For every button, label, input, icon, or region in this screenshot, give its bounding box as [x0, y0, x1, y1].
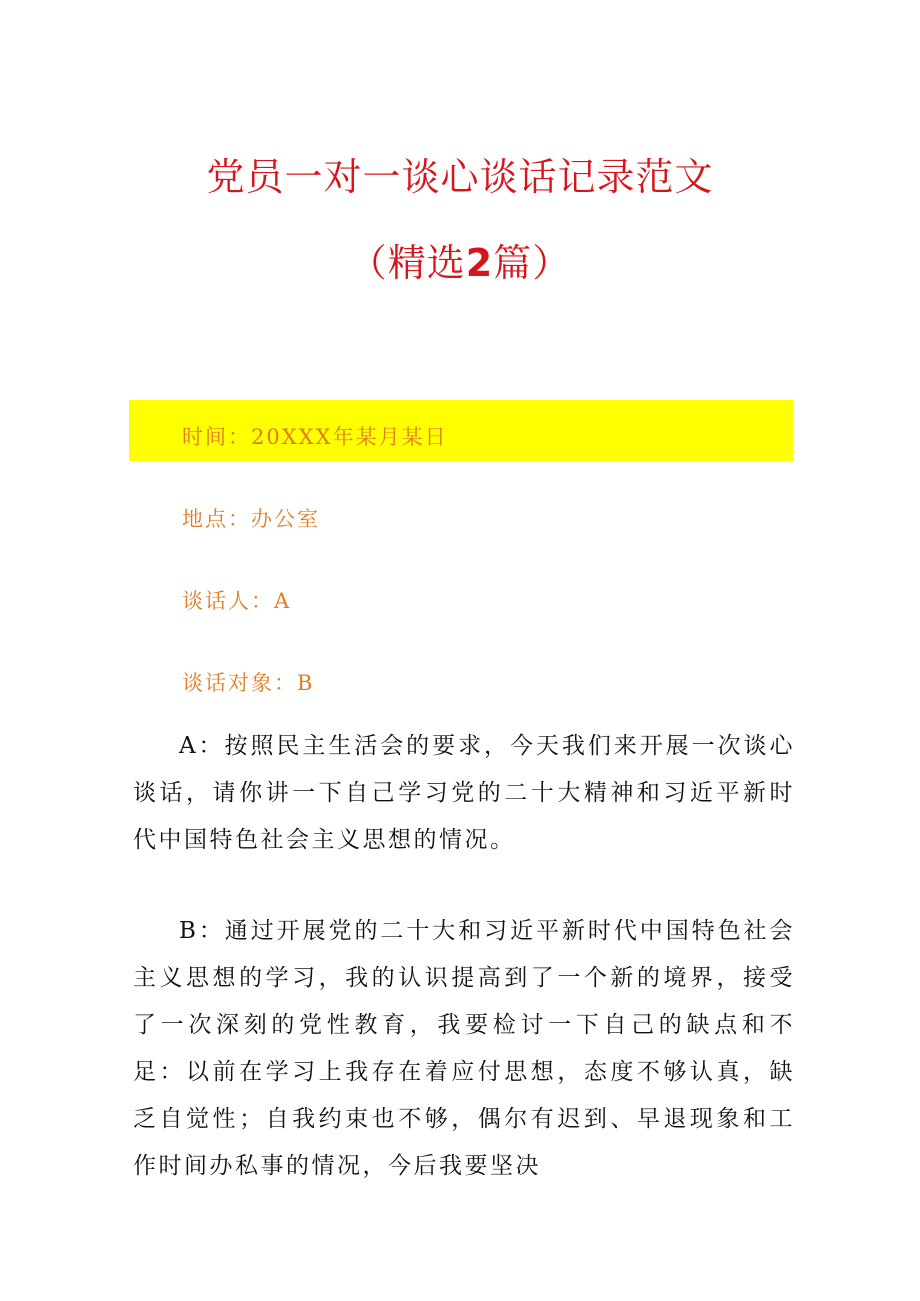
- meta-target: 谈话对象：B: [182, 671, 315, 695]
- meta-time: 时间：20XXX年某月某日: [182, 425, 448, 449]
- paragraph-a: A：按照民主生活会的要求，今天我们来开展一次谈心谈话，请你讲一下自己学习党的二十大精神和习近平新时代中国特色社会主义思想的情况。: [133, 733, 795, 853]
- meta-speaker: 谈话人：A: [182, 589, 292, 613]
- subtitle-number: 2: [465, 241, 494, 285]
- subtitle-prefix: （精选: [348, 241, 466, 285]
- document-title: 党员一对一谈心谈话记录范文: [206, 155, 714, 199]
- meta-place: 地点：办公室: [182, 507, 320, 531]
- paragraph-b: B：通过开展党的二十大和习近平新时代中国特色社会主义思想的学习，我的认识提高到了一个新的境界，接受了一次深刻的党性教育，我要检讨一下自己的缺点和不足：以前在学习上我存在着应付思想，态度不够认真，缺乏自觉性；自我约束也不够，偶尔有迟到、早退现象和工作时间办私事的情况，今后我要坚决: [133, 918, 795, 1179]
- document-subtitle: [0, 241, 920, 285]
- subtitle-suffix: 篇）: [493, 241, 572, 285]
